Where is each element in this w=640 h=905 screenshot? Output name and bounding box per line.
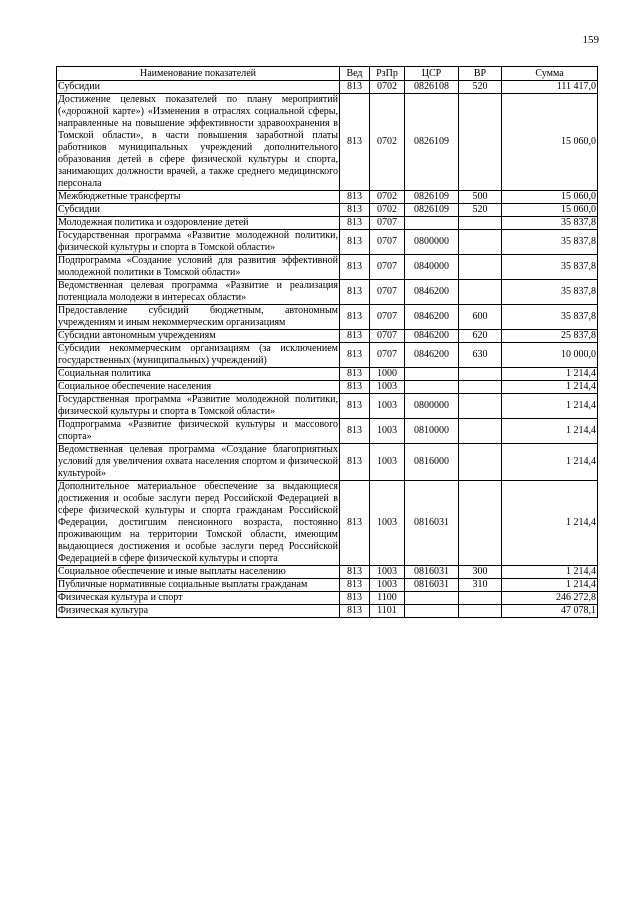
table-body [57,81,598,618]
cell-vr: 600 [459,305,502,330]
cell-name: Субсидии некоммерческим организациям (за исключением государственных (муниципальных) учреждений) [58,343,338,366]
cell-name: Молодежная политика и оздоровление детей [57,217,340,230]
cell-ved: 813 [340,592,370,605]
cell-ved: 813 [340,481,370,566]
cell-csr: 0816000 [405,444,459,481]
cell-name: Межбюджетные трансферты [57,191,340,204]
cell-vr [459,94,502,191]
table-row [57,330,598,343]
cell-ved: 813 [340,368,370,381]
cell-ved: 813 [340,419,370,444]
cell-rzpr: 0707 [370,230,405,255]
table-row [57,255,598,280]
cell-rzpr: 0702 [370,191,405,204]
table-row [57,592,598,605]
cell-ved: 813 [340,305,370,330]
cell-csr: 0826109 [405,204,459,217]
cell-ved: 813 [340,566,370,579]
cell-name: Публичные нормативные социальные выплаты гражданам [57,579,340,592]
table-row [57,280,598,305]
cell-vr [459,605,502,618]
cell-rzpr: 1003 [370,444,405,481]
cell-name: Социальное обеспечение населения [57,381,340,394]
cell-vr [459,368,502,381]
cell-vr [459,255,502,280]
cell-name: Дополнительное материальное обеспечение за выдающиеся достижения и особые заслуги перед Российской Федерацией в сфере физической культуры и спорта гражданам Российской Федерации, достигшим пенсионного возраста, постоянно проживающим на территории Томской области, имеющим выдающиеся достижения и особые заслуги перед Российской Федерацией в сфере физической культуры и спорта [58,481,338,564]
table-row [57,217,598,230]
table-row [57,566,598,579]
header-rzpr: РзПр [370,67,405,81]
cell-rzpr: 0702 [370,81,405,94]
cell-ved: 813 [340,605,370,618]
cell-sum: 35 837,8 [502,280,598,305]
cell-csr [405,592,459,605]
table-row [57,305,598,330]
cell-rzpr: 0702 [370,94,405,191]
cell-name: Субсидии автономным учреждениям [57,330,340,343]
cell-csr [405,605,459,618]
cell-vr [459,230,502,255]
cell-sum: 1 214,4 [502,381,598,394]
cell-rzpr: 0707 [370,343,405,368]
cell-sum: 35 837,8 [502,305,598,330]
cell-csr: 0816031 [405,481,459,566]
cell-sum: 10 000,0 [502,343,598,368]
cell-name: Физическая культура и спорт [57,592,340,605]
cell-vr [459,394,502,419]
cell-sum: 111 417,0 [502,81,598,94]
cell-name: Социальная политика [57,368,340,381]
cell-ved: 813 [340,343,370,368]
cell-ved: 813 [340,255,370,280]
budget-table [56,66,598,618]
cell-csr: 0826108 [405,81,459,94]
header-ved: Вед [340,67,370,81]
table-row [57,605,598,618]
table-row [57,419,598,444]
cell-vr: 300 [459,566,502,579]
cell-ved: 813 [340,444,370,481]
cell-rzpr: 1003 [370,481,405,566]
cell-name: Государственная программа «Развитие молодежной политики, физической культуры и спорта в Томской области» [58,230,338,253]
table-row [57,481,598,566]
cell-name: Субсидии [57,81,340,94]
table-row [57,381,598,394]
cell-rzpr: 1003 [370,419,405,444]
cell-ved: 813 [340,579,370,592]
cell-vr: 500 [459,191,502,204]
cell-name: Государственная программа «Развитие молодежной политики, физической культуры и спорта в Томской области» [58,394,338,417]
cell-sum: 1 214,4 [502,394,598,419]
cell-sum: 35 837,8 [502,255,598,280]
table-row [57,394,598,419]
cell-vr [459,217,502,230]
cell-csr [405,217,459,230]
cell-name: Подпрограмма «Развитие физической культуры и массового спорта» [58,419,338,442]
table-row [57,230,598,255]
cell-sum: 15 060,0 [502,204,598,217]
cell-rzpr: 1101 [370,605,405,618]
cell-vr: 520 [459,81,502,94]
cell-vr [459,280,502,305]
header-sum: Сумма [502,67,598,81]
table-row [57,204,598,217]
cell-csr [405,381,459,394]
cell-sum: 15 060,0 [502,94,598,191]
cell-rzpr: 1003 [370,579,405,592]
cell-rzpr: 1003 [370,381,405,394]
table-header-row [57,67,598,81]
table-row [57,94,598,191]
table-row [57,579,598,592]
cell-sum: 25 837,8 [502,330,598,343]
cell-csr: 0826109 [405,94,459,191]
cell-vr [459,592,502,605]
cell-sum: 35 837,8 [502,217,598,230]
cell-rzpr: 1003 [370,566,405,579]
cell-name: Субсидии [57,204,340,217]
cell-ved: 813 [340,330,370,343]
cell-csr: 0826109 [405,191,459,204]
cell-vr [459,381,502,394]
cell-vr: 620 [459,330,502,343]
cell-sum: 1 214,4 [502,579,598,592]
cell-csr: 0846200 [405,305,459,330]
cell-rzpr: 0707 [370,305,405,330]
cell-ved: 813 [340,394,370,419]
cell-name: Подпрограмма «Создание условий для развития эффективной молодежной политики в Томской области» [58,255,338,278]
table-row [57,368,598,381]
cell-rzpr: 1000 [370,368,405,381]
cell-csr: 0800000 [405,230,459,255]
cell-name: Социальное обеспечение и иные выплаты населению [57,566,340,579]
cell-vr [459,419,502,444]
cell-vr [459,481,502,566]
cell-rzpr: 0702 [370,204,405,217]
cell-rzpr: 0707 [370,255,405,280]
cell-name: Ведомственная целевая программа «Развитие и реализация потенциала молодежи в интересах области» [58,280,338,303]
cell-ved: 813 [340,230,370,255]
cell-sum: 35 837,8 [502,230,598,255]
cell-csr: 0846200 [405,280,459,305]
cell-sum: 1 214,4 [502,481,598,566]
cell-rzpr: 0707 [370,330,405,343]
cell-ved: 813 [340,217,370,230]
cell-rzpr: 1100 [370,592,405,605]
cell-rzpr: 0707 [370,280,405,305]
cell-csr: 0846200 [405,343,459,368]
cell-csr: 0846200 [405,330,459,343]
cell-ved: 813 [340,381,370,394]
cell-csr: 0800000 [405,394,459,419]
cell-csr [405,368,459,381]
cell-vr: 520 [459,204,502,217]
cell-ved: 813 [340,81,370,94]
cell-sum: 1 214,4 [502,368,598,381]
cell-vr: 310 [459,579,502,592]
cell-ved: 813 [340,191,370,204]
table-row [57,81,598,94]
cell-ved: 813 [340,204,370,217]
cell-csr: 0816031 [405,579,459,592]
cell-ved: 813 [340,280,370,305]
table-row [57,343,598,368]
cell-vr [459,444,502,481]
cell-sum: 1 214,4 [502,444,598,481]
cell-sum: 47 078,1 [502,605,598,618]
header-vr: ВР [459,67,502,81]
cell-ved: 813 [340,94,370,191]
cell-name: Достижение целевых показателей по плану мероприятий («дорожной карте») «Изменения в отраслях социальной сферы, направленные на повышение эффективности здравоохранения в Томской области», в части повышения заработной платы работников муниципальных учреждений дополнительного образования детей в сфере физической культуры и спорта, занимающих должности врачей, а также среднего медицинского персонала [58,94,338,189]
cell-sum: 1 214,4 [502,566,598,579]
cell-rzpr: 1003 [370,394,405,419]
header-name: Наименование показателей [57,67,340,81]
table-row [57,444,598,481]
cell-rzpr: 0707 [370,217,405,230]
cell-name: Ведомственная целевая программа «Создание благоприятных условий для увеличения охвата населения спортом и физической культурой» [58,444,338,479]
table-row [57,191,598,204]
cell-csr: 0840000 [405,255,459,280]
cell-csr: 0816031 [405,566,459,579]
cell-name: Предоставление субсидий бюджетным, автономным учреждениям и иным некоммерческим организациям [58,305,338,328]
cell-sum: 246 272,8 [502,592,598,605]
cell-name: Физическая культура [57,605,340,618]
cell-vr: 630 [459,343,502,368]
cell-sum: 15 060,0 [502,191,598,204]
cell-csr: 0810000 [405,419,459,444]
cell-sum: 1 214,4 [502,419,598,444]
header-csr: ЦСР [405,67,459,81]
page-number: 159 [582,34,599,46]
